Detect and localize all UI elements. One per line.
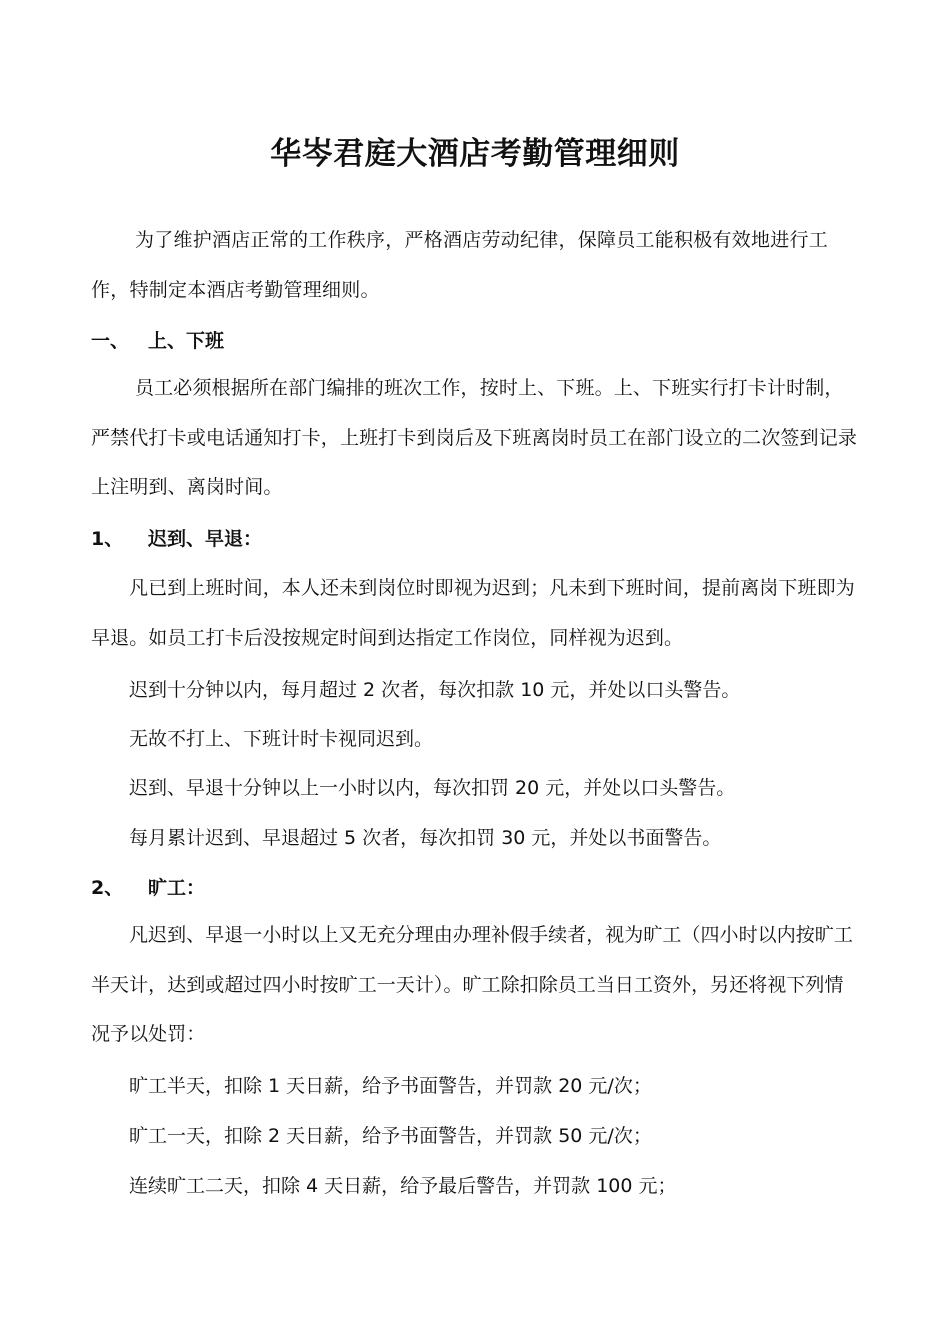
- section-title: 上、下班: [148, 330, 225, 352]
- late-early-title: 迟到、早退：: [148, 528, 263, 550]
- intro-paragraph: 为了维护酒店正常的工作秩序，严格酒店劳动纪律，保障员工能积极有效地进行工作，特制定本酒店考勤管理细则。: [91, 229, 829, 301]
- late-rule-line: 每月累计迟到、早退超过 5 次者，每次扣罚 30 元，并处以书面警告。: [129, 827, 722, 849]
- late-early-heading: [91, 524, 861, 554]
- absence-title: 旷工：: [148, 877, 206, 899]
- absence-rule-line: 连续旷工二天，扣除 4 天日薪，给予最后警告，并罚款 100 元；: [129, 1175, 677, 1197]
- late-rule-line: 迟到、早退十分钟以上一小时以内，每次扣罚 20 元，并处以口头警告。: [129, 777, 736, 799]
- section-heading-attendance: [91, 326, 861, 356]
- absence-rule-line: 旷工一天，扣除 2 天日薪，给予书面警告，并罚款 50 元/次；: [129, 1125, 652, 1147]
- absence-paragraph: 凡迟到、早退一小时以上又无充分理由办理补假手续者，视为旷工（四小时以内按旷工半天计，达到或超过四小时按旷工一天计）。旷工除扣除员工当日工资外，另还将视下列情况予以处罚：: [91, 924, 853, 1045]
- late-early-number: 1、: [91, 528, 124, 550]
- absence-number: 2、: [91, 877, 124, 899]
- late-rule-line: 迟到十分钟以内，每月超过 2 次者，每次扣款 10 元，并处以口头警告。: [129, 679, 741, 701]
- late-early-paragraph: 凡已到上班时间，本人还未到岗位时即视为迟到；凡未到下班时间，提前离岗下班即为早退。如员工打卡后没按规定时间到达指定工作岗位，同样视为迟到。: [91, 577, 855, 649]
- document-title: 华岑君庭大酒店考勤管理细则: [270, 136, 680, 172]
- section-number: 一、: [91, 330, 130, 352]
- late-rule-line: 无故不打上、下班计时卡视同迟到。: [129, 728, 434, 750]
- absence-heading: [91, 873, 861, 903]
- absence-rule-line: 旷工半天，扣除 1 天日薪，给予书面警告，并罚款 20 元/次；: [129, 1075, 652, 1097]
- attendance-paragraph: 员工必须根据所在部门编排的班次工作，按时上、下班。上、下班实行打卡计时制，严禁代打卡或电话通知打卡，上班打卡到岗后及下班离岗时员工在部门设立的二次签到记录上注明到、离岗时间。: [91, 377, 858, 498]
